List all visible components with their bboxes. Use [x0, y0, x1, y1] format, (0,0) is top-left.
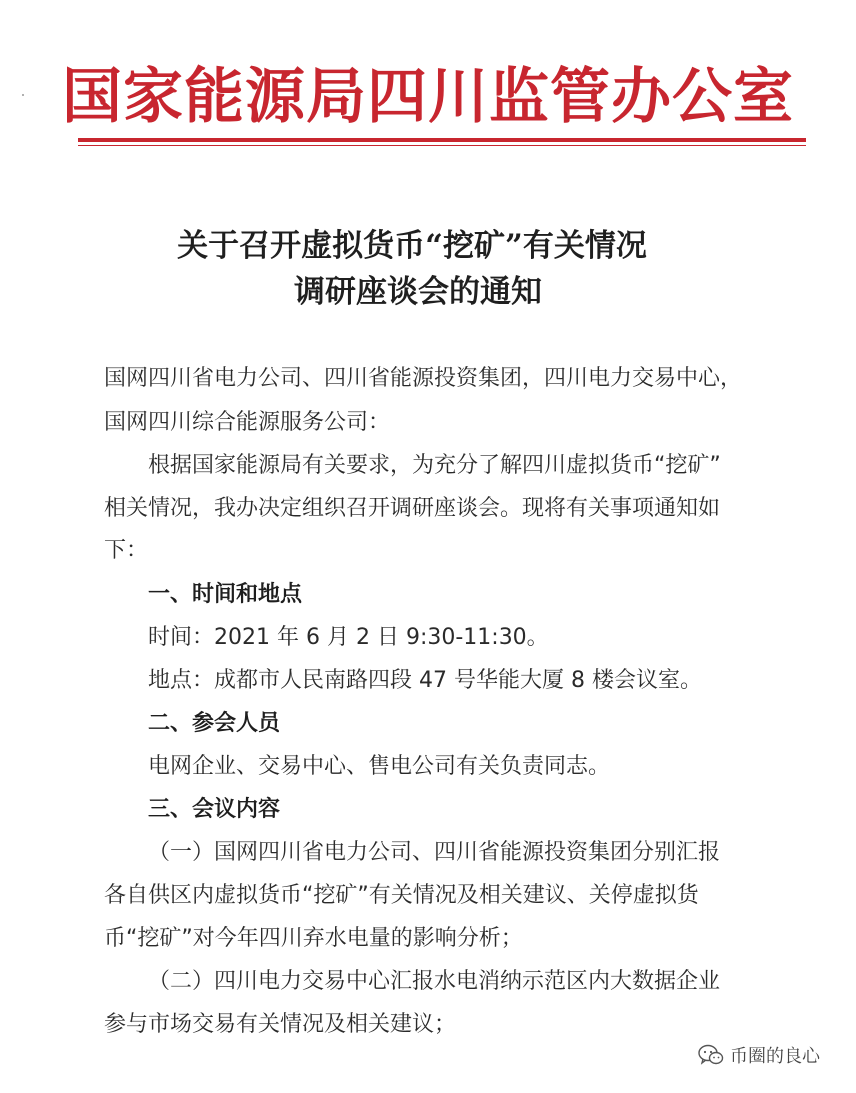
letterhead-red-rule: [78, 138, 806, 142]
content-item-1-line-3: 币“挖矿”对今年四川弃水电量的影响分析；: [104, 926, 523, 951]
content-item-2-line-1: （二）四川电力交易中心汇报水电消纳示范区内大数据企业: [148, 969, 721, 994]
content-item-1-line-2: 各自供区内虚拟货币“挖矿”有关情况及相关建议、关停虚拟货: [104, 883, 699, 908]
attendees-text: 电网企业、交易中心、售电公司有关负责同志。: [148, 754, 611, 779]
meeting-time: 时间：2021 年 6 月 2 日 9:30-11:30。: [148, 625, 549, 650]
recipients-line-1: 国网四川省电力公司、四川省能源投资集团，四川电力交易中心，: [104, 366, 743, 391]
section-heading-content: 三、会议内容: [148, 797, 281, 822]
notice-title-line-1: 关于召开虚拟货币“挖矿”有关情况: [177, 228, 647, 264]
notice-title-line-2: 调研座谈会的通知: [294, 274, 542, 310]
wechat-watermark: [698, 1043, 820, 1067]
recipients-line-2: 国网四川综合能源服务公司：: [104, 410, 391, 435]
letterhead-title: 国家能源局四川监管办公室: [62, 62, 794, 132]
meeting-place: 地点：成都市人民南路四段 47 号华能大厦 8 楼会议室。: [148, 668, 702, 693]
content-item-1-line-1: （一）国网四川省电力公司、四川省能源投资集团分别汇报: [148, 840, 721, 865]
letterhead-red-rule-thin: [78, 145, 806, 146]
intro-paragraph-line-3: 下：: [104, 538, 149, 563]
content-item-2-line-2: 参与市场交易有关情况及相关建议；: [104, 1012, 457, 1037]
section-heading-attendees: 二、参会人员: [148, 711, 281, 736]
section-heading-time-place: 一、时间和地点: [148, 582, 303, 607]
watermark-text: 币圈的良心: [730, 1046, 820, 1067]
intro-paragraph-line-1: 根据国家能源局有关要求，为充分了解四川虚拟货币“挖矿”: [148, 453, 721, 478]
intro-paragraph-line-2: 相关情况，我办决定组织召开调研座谈会。现将有关事项通知如: [104, 496, 721, 521]
wechat-icon: [698, 1044, 724, 1066]
